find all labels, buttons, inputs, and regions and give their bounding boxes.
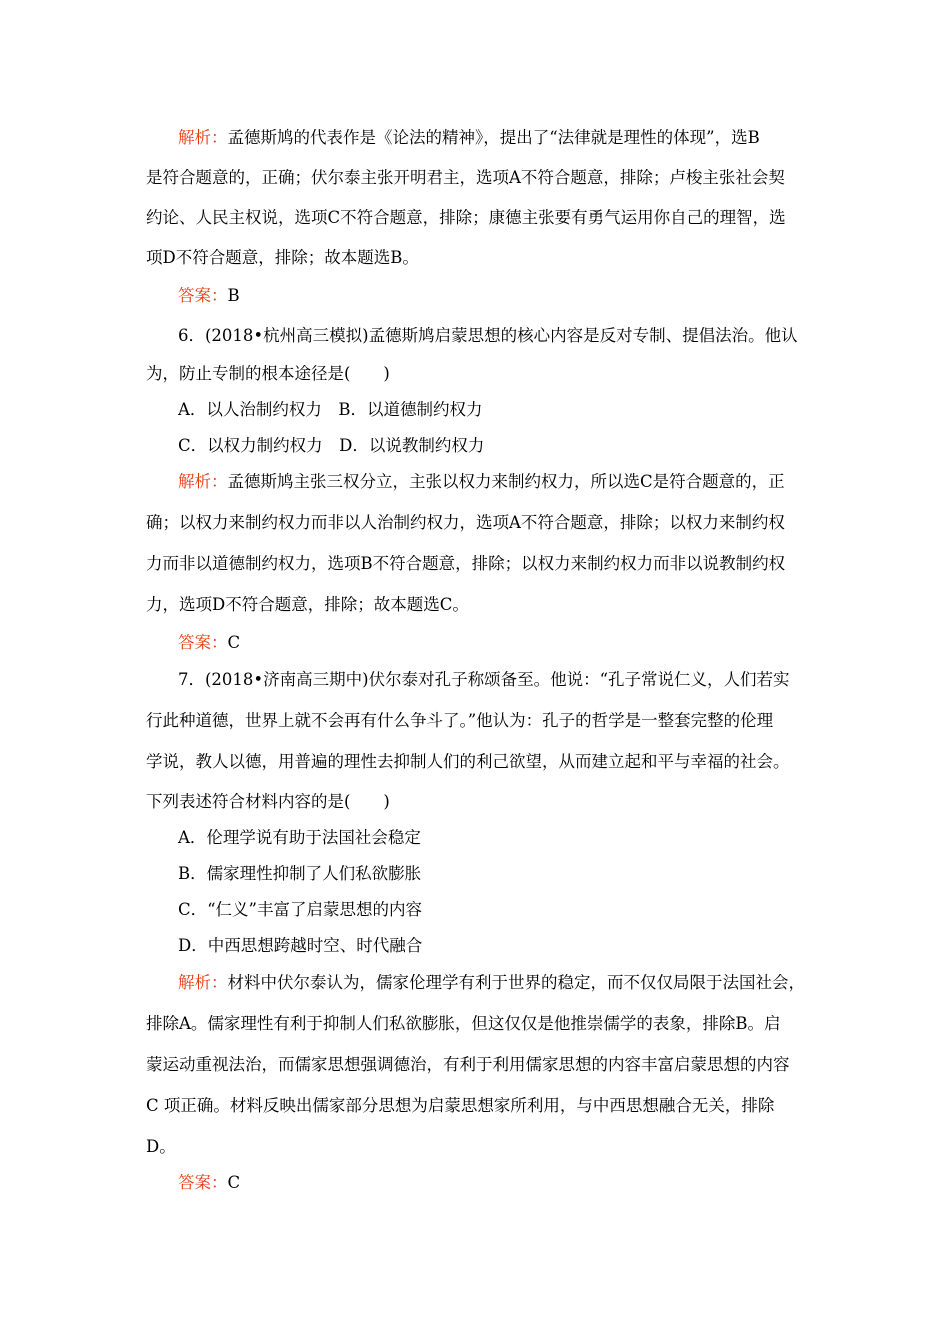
analysis-5-line-2: 是符合题意的，正确；伏尔泰主张开明君主，选项A不符合题意，排除；卢梭主张社会契 <box>146 168 785 187</box>
question-7-option-a: A．伦理学说有助于法国社会稳定 <box>178 828 421 847</box>
question-7-line-4: 下列表述符合材料内容的是( ) <box>146 792 390 811</box>
analysis-5-line-4: 项D不符合题意，排除；故本题选B。 <box>146 248 419 267</box>
question-7-line-1: 7．(2018•济南高三期中)伏尔泰对孔子称颂备至。他说：“孔子常说仁义，人们若实 <box>178 670 790 689</box>
analysis-7-line-2: 排除A。儒家理性有利于抑制人们私欲膨胀，但这仅仅是他推崇儒学的表象，排除B。启 <box>146 1014 781 1033</box>
question-7-option-b: B．儒家理性抑制了人们私欲膨胀 <box>178 864 422 883</box>
question-6-options-cd: C．以权力制约权力 D．以说教制约权力 <box>178 436 485 455</box>
analysis-6-line-2: 确；以权力来制约权力而非以人治制约权力，选项A不符合题意，排除；以权力来制约权 <box>146 513 785 532</box>
analysis-6-line-4: 力，选项D不符合题意，排除；故本题选C。 <box>146 595 469 614</box>
analysis-5-line-1: 解析：孟德斯鸠的代表作是《论法的精神》，提出了“法律就是理性的体现”，选B <box>178 128 760 147</box>
question-6-line-2: 为，防止专制的根本途径是( ) <box>146 364 390 383</box>
question-7-option-c: C．“仁义”丰富了启蒙思想的内容 <box>178 900 422 919</box>
answer-6: 答案：C <box>178 633 241 652</box>
analysis-label: 解析： <box>178 973 228 992</box>
answer-7: 答案：C <box>178 1173 241 1192</box>
question-6-line-1: 6．(2018•杭州高三模拟)孟德斯鸠启蒙思想的核心内容是反对专制、提倡法治。他认 <box>178 326 798 345</box>
analysis-5-line-3: 约论、人民主权说，选项C不符合题意，排除；康德主张要有勇气运用你自己的理智，选 <box>146 208 786 227</box>
analysis-label: 解析： <box>178 472 228 491</box>
question-7-option-d: D．中西思想跨越时空、时代融合 <box>178 936 423 955</box>
answer-label: 答案： <box>178 286 228 305</box>
analysis-6-line-1: 解析：孟德斯鸠主张三权分立，主张以权力来制约权力，所以选C是符合题意的，正 <box>178 472 785 491</box>
answer-5: 答案：B <box>178 286 240 305</box>
question-7-line-3: 学说，教人以德，用普遍的理性去抑制人们的利己欲望，从而建立起和平与幸福的社会。 <box>146 752 790 771</box>
analysis-7-line-4: C 项正确。材料反映出儒家部分思想为启蒙思想家所利用，与中西思想融合无关，排除 <box>146 1096 775 1115</box>
answer-label: 答案： <box>178 633 228 652</box>
analysis-7-line-3: 蒙运动重视法治，而儒家思想强调德治，有利于利用儒家思想的内容丰富启蒙思想的内容 <box>146 1055 790 1074</box>
question-6-options-ab: A．以人治制约权力 B．以道德制约权力 <box>178 400 483 419</box>
analysis-6-line-3: 力而非以道德制约权力，选项B不符合题意，排除；以权力来制约权力而非以说教制约权 <box>146 554 786 573</box>
analysis-7-line-5: D。 <box>146 1137 176 1156</box>
analysis-7-line-1: 解析：材料中伏尔泰认为，儒家伦理学有利于世界的稳定，而不仅仅局限于法国社会， <box>178 973 805 992</box>
question-7-line-2: 行此种道德，世界上就不会再有什么争斗了。”他认为：孔子的哲学是一整套完整的伦理 <box>146 711 774 730</box>
answer-label: 答案： <box>178 1173 228 1192</box>
analysis-label: 解析： <box>178 128 228 147</box>
